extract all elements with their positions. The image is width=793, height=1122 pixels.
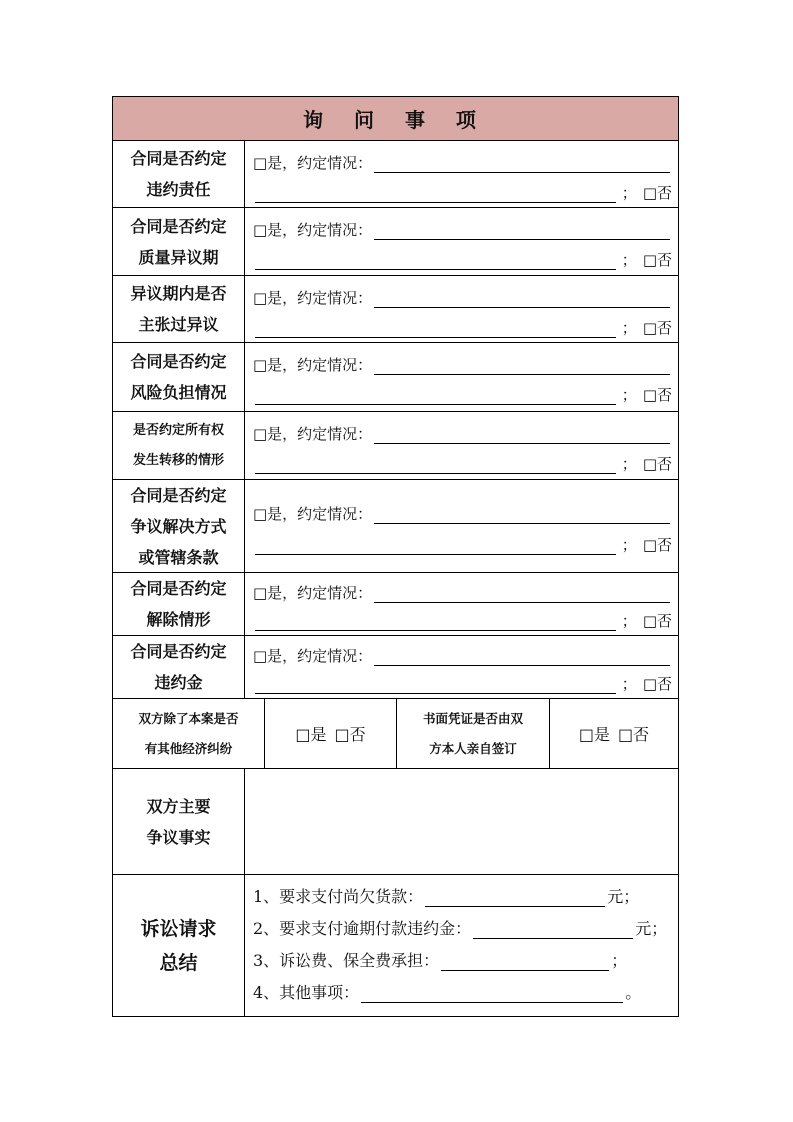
row-label: 合同是否约定 争议解决方式 或管辖条款 [113, 480, 245, 572]
detail-line[interactable] [374, 507, 670, 524]
row-label: 合同是否约定 违约责任 [113, 141, 245, 207]
no-checkbox[interactable]: □否 [642, 455, 672, 473]
detail-line[interactable] [374, 358, 670, 375]
row-risk-burden [113, 343, 678, 412]
form-title: 询 问 事 项 [113, 97, 678, 141]
detail-line[interactable] [374, 156, 670, 173]
row-ownership-transfer [113, 412, 678, 480]
main-facts-label: 双方主要 争议事实 [113, 769, 245, 874]
unpaid-amount-line[interactable] [425, 890, 605, 907]
detail-line[interactable] [255, 538, 616, 555]
no-checkbox[interactable]: □否 [642, 612, 672, 630]
detail-line[interactable] [374, 223, 670, 240]
answer-area[interactable]: □是，约定情况： ； □否 [253, 289, 672, 337]
row-objection-claimed [113, 276, 678, 343]
detail-line[interactable] [255, 186, 616, 203]
row-label: 异议期内是否 主张过异议 [113, 276, 245, 342]
answer-area[interactable]: □是，约定情况： ； □否 [253, 154, 672, 202]
main-facts-input[interactable] [245, 769, 678, 874]
no-checkbox[interactable]: □否 [642, 675, 672, 693]
detail-line[interactable] [255, 457, 616, 474]
inquiry-form [112, 96, 679, 1017]
no-checkbox[interactable]: □否 [642, 251, 672, 269]
claims-label: 诉讼请求 总结 [113, 875, 245, 1016]
no-checkbox[interactable]: □否 [642, 184, 672, 202]
yes-checkbox[interactable]: □是，约定情况： [253, 221, 373, 239]
answer-area[interactable]: □是，约定情况： ； □否 [253, 647, 672, 693]
row-label: 合同是否约定 风险负担情况 [113, 343, 245, 411]
detail-line[interactable] [374, 649, 670, 666]
no-checkbox[interactable]: □否 [642, 386, 672, 404]
answer-area[interactable]: □是，约定情况： ； □否 [253, 221, 672, 269]
yes-checkbox[interactable]: □是，约定情况： [253, 289, 373, 307]
detail-line[interactable] [374, 291, 670, 308]
row-penalty [113, 636, 678, 699]
row-label: 合同是否约定 解除情形 [113, 573, 245, 635]
row-other-disputes [113, 699, 678, 769]
row-label: 是否约定所有权 发生转移的情形 [113, 412, 245, 479]
written-proof-answer [550, 699, 678, 768]
yes-checkbox[interactable]: □是 [295, 725, 327, 744]
answer-area[interactable]: □是，约定情况： ； □否 [253, 356, 672, 404]
row-quality-objection [113, 208, 678, 276]
row-label: 合同是否约定 质量异议期 [113, 208, 245, 275]
yes-checkbox[interactable]: □是，约定情况： [253, 425, 373, 443]
other-disputes-answer [265, 699, 397, 768]
yes-checkbox[interactable]: □是，约定情况： [253, 154, 373, 172]
fee-bearing-line[interactable] [441, 954, 609, 971]
overdue-penalty-line[interactable] [473, 922, 633, 939]
row-termination [113, 573, 678, 636]
yes-checkbox[interactable]: □是，约定情况： [253, 505, 373, 523]
written-proof-label: 书面凭证是否由双 方本人亲自签订 [397, 699, 550, 768]
claims-area: 1、要求支付尚欠货款： 元； 2、要求支付逾期付款违约金： 元； 3、诉讼费、保全费承担： ； 4、其他事项： 。 [253, 887, 668, 1002]
detail-line[interactable] [374, 586, 670, 603]
no-checkbox[interactable]: □否 [334, 725, 366, 744]
yes-checkbox[interactable]: □是，约定情况： [253, 647, 373, 665]
no-checkbox[interactable]: □否 [618, 725, 650, 744]
detail-line[interactable] [374, 427, 670, 444]
row-dispute-resolution [113, 480, 678, 573]
row-breach-liability [113, 141, 678, 208]
no-checkbox[interactable]: □否 [642, 536, 672, 554]
detail-line[interactable] [255, 253, 616, 270]
row-label: 合同是否约定 违约金 [113, 636, 245, 698]
row-claims [113, 875, 678, 1016]
yes-checkbox[interactable]: □是，约定情况： [253, 584, 373, 602]
yes-checkbox[interactable]: □是 [578, 725, 610, 744]
row-main-facts [113, 769, 678, 875]
yes-checkbox[interactable]: □是，约定情况： [253, 356, 373, 374]
detail-line[interactable] [255, 677, 616, 694]
other-disputes-label: 双方除了本案是否 有其他经济纠纷 [113, 699, 265, 768]
detail-line[interactable] [255, 614, 616, 631]
other-matters-line[interactable] [361, 986, 623, 1003]
answer-area[interactable]: □是，约定情况： ； □否 [253, 584, 672, 630]
detail-line[interactable] [255, 321, 616, 338]
answer-area[interactable]: □是，约定情况： ； □否 [253, 505, 672, 554]
detail-line[interactable] [255, 388, 616, 405]
answer-area[interactable]: □是，约定情况： ； □否 [253, 425, 672, 473]
no-checkbox[interactable]: □否 [642, 319, 672, 337]
